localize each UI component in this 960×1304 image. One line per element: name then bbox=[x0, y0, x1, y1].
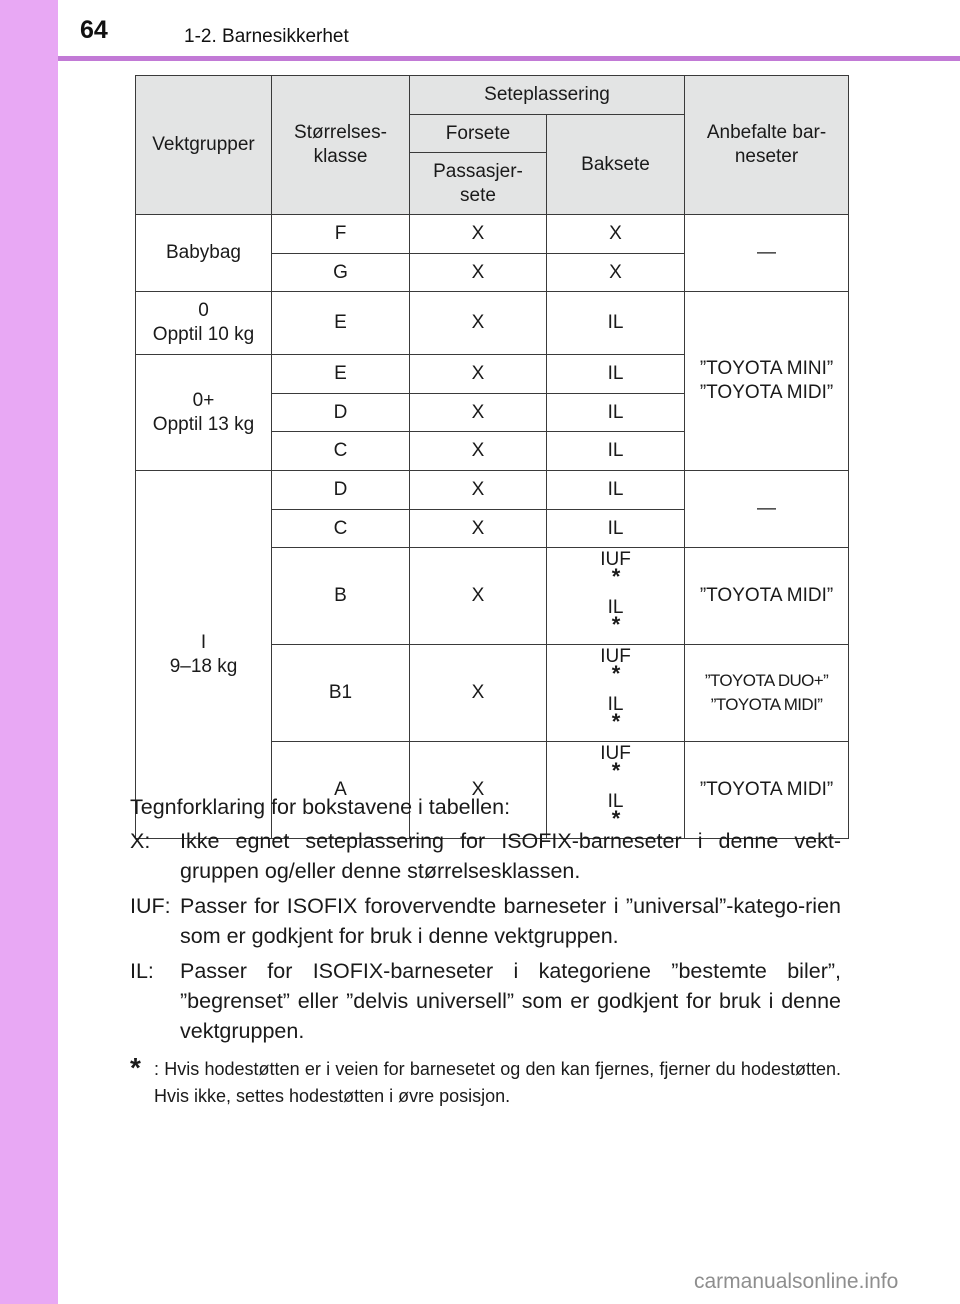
isofix-table bbox=[135, 75, 849, 839]
front-cell: X bbox=[410, 254, 547, 292]
size-cell: B bbox=[272, 548, 410, 645]
group-0: 0 Opptil 10 kg bbox=[136, 292, 272, 355]
rear-cell: IUF * IL * bbox=[547, 742, 685, 839]
footnote-mark: * bbox=[130, 1052, 141, 1083]
front-cell: X bbox=[410, 394, 547, 432]
legend-item bbox=[130, 891, 841, 951]
front-cell: X bbox=[410, 215, 547, 254]
footnote-star: * bbox=[611, 805, 621, 831]
rear-cell: IUF * IL * bbox=[547, 645, 685, 742]
size-cell: C bbox=[272, 432, 410, 471]
header-front-seat: Forsete bbox=[410, 115, 547, 153]
recommend-group1-a: ”TOYOTA MIDI” bbox=[685, 742, 849, 839]
header-rear-seat: Baksete bbox=[547, 115, 685, 215]
legend-item bbox=[130, 956, 841, 1046]
header-seat-position: Seteplassering bbox=[410, 76, 685, 115]
front-cell: X bbox=[410, 645, 547, 742]
rear-cell: IL bbox=[547, 510, 685, 548]
recommend-mini-midi: ”TOYOTA MINI” ”TOYOTA MIDI” bbox=[685, 292, 849, 471]
group-babybag: Babybag bbox=[136, 215, 272, 292]
size-cell: E bbox=[272, 355, 410, 394]
footnote-star: * bbox=[611, 611, 621, 637]
footnote-star: * bbox=[611, 660, 621, 686]
size-cell: B1 bbox=[272, 645, 410, 742]
rear-cell: IL bbox=[547, 432, 685, 471]
size-cell: E bbox=[272, 292, 410, 355]
front-cell: X bbox=[410, 510, 547, 548]
recommend-group1-b1: ”TOYOTA DUO+” ”TOYOTA MIDI” bbox=[685, 645, 849, 742]
legend-text: Passer for ISOFIX-barneseter i kategoriene ”bestemte biler”, ”begrenset” eller ”delvis universell” som er godkjent for bruk i denne vektgruppen. bbox=[180, 959, 841, 1043]
size-cell: A bbox=[272, 742, 410, 839]
size-cell: D bbox=[272, 471, 410, 510]
size-cell: C bbox=[272, 510, 410, 548]
rear-cell: IL bbox=[547, 471, 685, 510]
legend-key: IL: bbox=[130, 959, 154, 983]
recommend-babybag: — bbox=[685, 215, 849, 292]
header-recommended: Anbefalte bar- neseter bbox=[685, 76, 849, 215]
front-cell: X bbox=[410, 742, 547, 839]
rear-cell: X bbox=[547, 215, 685, 254]
rear-cell: X bbox=[547, 254, 685, 292]
recommend-group1-b: ”TOYOTA MIDI” bbox=[685, 548, 849, 645]
header-rule bbox=[58, 56, 960, 61]
header-weight-groups: Vektgrupper bbox=[136, 76, 272, 215]
recommend-group1-dc: — bbox=[685, 471, 849, 548]
size-cell: G bbox=[272, 254, 410, 292]
front-cell: X bbox=[410, 471, 547, 510]
footnote-star: * bbox=[611, 708, 621, 734]
legend-key: X: bbox=[130, 829, 151, 853]
group-1: I 9–18 kg bbox=[136, 471, 272, 839]
legend-intro: Tegnforklaring for bokstavene i tabellen: bbox=[130, 795, 511, 819]
legend-text: Passer for ISOFIX forovervendte barneseter i ”universal”-katego-rien som er godkjent for bruk i denne vektgruppen. bbox=[180, 894, 841, 948]
rear-cell: IL bbox=[547, 394, 685, 432]
rear-cell: IUF * IL * bbox=[547, 548, 685, 645]
watermark: carmanualsonline.info bbox=[694, 1270, 899, 1293]
front-cell: X bbox=[410, 432, 547, 471]
footnote bbox=[130, 1052, 841, 1110]
legend-text: Ikke egnet seteplassering for ISOFIX-barneseter i denne vekt-gruppen og/eller denne størrelsesklassen. bbox=[180, 829, 841, 883]
front-cell: X bbox=[410, 355, 547, 394]
size-cell: D bbox=[272, 394, 410, 432]
legend-key: IUF: bbox=[130, 894, 171, 918]
footnote-star: * bbox=[611, 757, 621, 783]
front-cell: X bbox=[410, 292, 547, 355]
rear-cell: IL bbox=[547, 292, 685, 355]
side-band bbox=[0, 0, 58, 1304]
section-title: 1-2. Barnesikkerhet bbox=[184, 26, 349, 47]
footnote-star: * bbox=[611, 563, 621, 589]
rear-cell: IL bbox=[547, 355, 685, 394]
page-number: 64 bbox=[80, 16, 108, 44]
legend bbox=[130, 792, 841, 1110]
group-0-plus: 0+ Opptil 13 kg bbox=[136, 355, 272, 471]
header-passenger-seat: Passasjer- sete bbox=[410, 153, 547, 215]
footnote-text: : Hvis hodestøtten er i veien for barnesetet og den kan fjernes, fjerner du hodestøtten. Hvis ikke, settes hodestøtten i øvre posisjon. bbox=[154, 1059, 841, 1106]
front-cell: X bbox=[410, 548, 547, 645]
size-cell: F bbox=[272, 215, 410, 254]
header-size-class: Størrelses- klasse bbox=[272, 76, 410, 215]
legend-item bbox=[130, 826, 841, 886]
